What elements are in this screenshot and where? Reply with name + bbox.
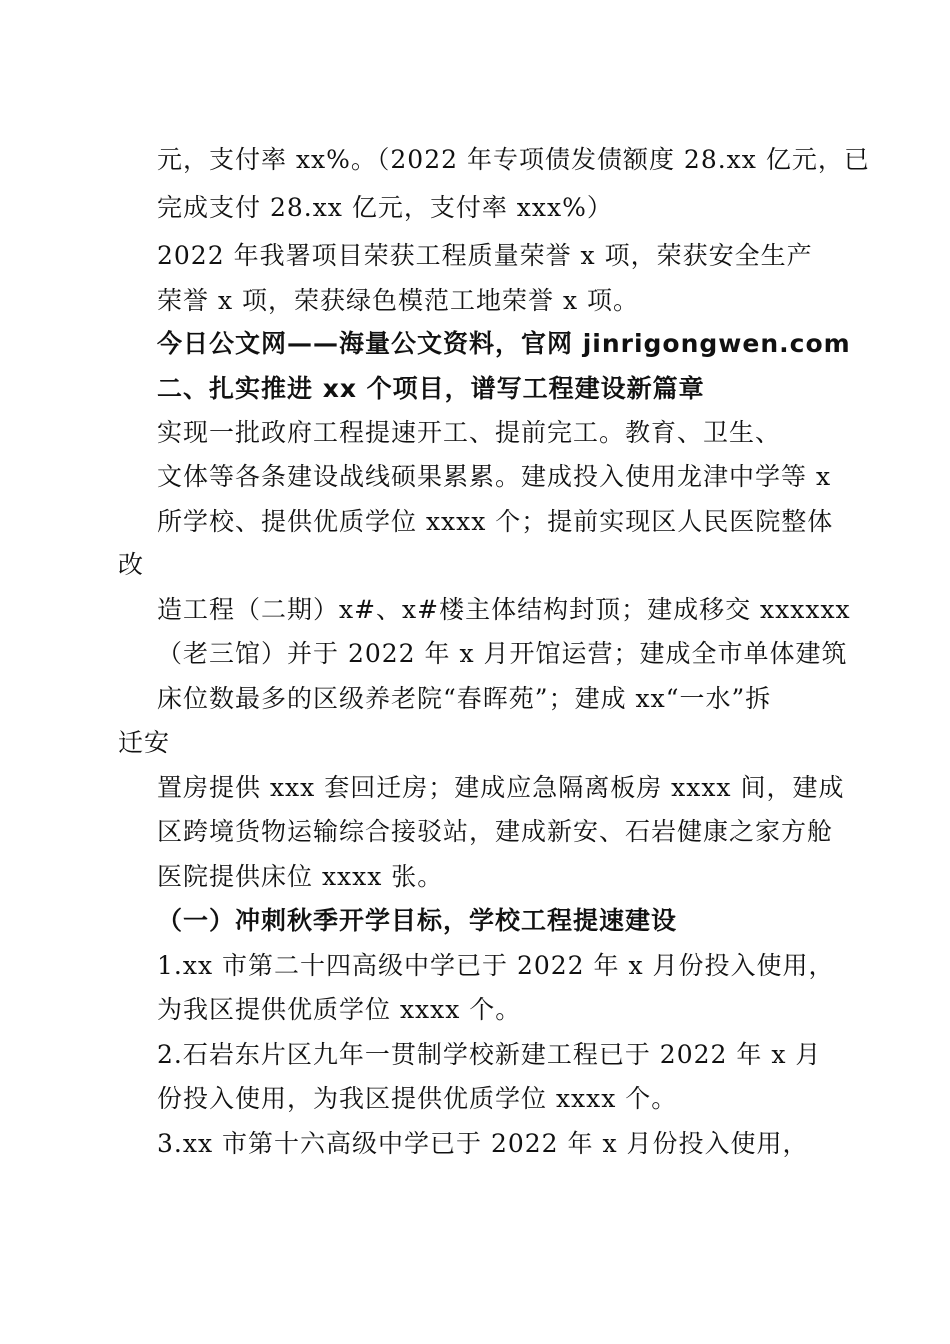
body-text-line: 造工程（二期）x#、x#楼主体结构封顶；建成移交 xxxxxx xyxy=(157,595,851,624)
body-text-line: 完成支付 28.xx 亿元，支付率 xxx%） xyxy=(157,193,613,222)
body-text-line: 改 xyxy=(118,550,145,579)
body-text-line: 迁安 xyxy=(118,728,171,757)
body-text-line: 元，支付率 xx%。（2022 年专项债发债额度 28.xx 亿元，已 xyxy=(157,145,870,174)
list-item: 3.xx 市第十六高级中学已于 2022 年 x 月份投入使用， xyxy=(157,1129,809,1158)
section-heading: 二、扎实推进 xx 个项目，谱写工程建设新篇章 xyxy=(157,374,705,403)
list-item: 1.xx 市第二十四高级中学已于 2022 年 x 月份投入使用， xyxy=(157,951,835,980)
website-notice-line: 今日公文网——海量公文资料，官网 jinrigongwen.com xyxy=(157,329,851,358)
body-text-line: 实现一批政府工程提速开工、提前完工。教育、卫生、 xyxy=(157,418,782,447)
body-text-line: 2022 年我署项目荣获工程质量荣誉 x 项，荣获安全生产 xyxy=(157,241,813,270)
body-text-line: 置房提供 xxx 套回迁房；建成应急隔离板房 xxxx 间，建成 xyxy=(157,773,845,802)
subsection-heading: （一）冲刺秋季开学目标，学校工程提速建设 xyxy=(157,906,678,935)
list-item: 2.石岩东片区九年一贯制学校新建工程已于 2022 年 x 月 xyxy=(157,1040,822,1069)
body-text-line: 床位数最多的区级养老院“春晖苑”；建成 xx“一水”拆 xyxy=(157,684,772,713)
list-item-continuation: 为我区提供优质学位 xxxx 个。 xyxy=(157,995,522,1024)
body-text-line: 区跨境货物运输综合接驳站，建成新安、石岩健康之家方舱 xyxy=(157,817,834,846)
body-text-line: 医院提供床位 xxxx 张。 xyxy=(157,862,444,891)
body-text-line: 文体等各条建设战线硕果累累。建成投入使用龙津中学等 x xyxy=(157,462,832,491)
body-text-line: 所学校、提供优质学位 xxxx 个；提前实现区人民医院整体 xyxy=(157,507,834,536)
list-item-continuation: 份投入使用，为我区提供优质学位 xxxx 个。 xyxy=(157,1084,678,1113)
body-text-line: （老三馆）并于 2022 年 x 月开馆运营；建成全市单体建筑 xyxy=(157,639,848,668)
body-text-line: 荣誉 x 项，荣获绿色模范工地荣誉 x 项。 xyxy=(157,286,639,315)
